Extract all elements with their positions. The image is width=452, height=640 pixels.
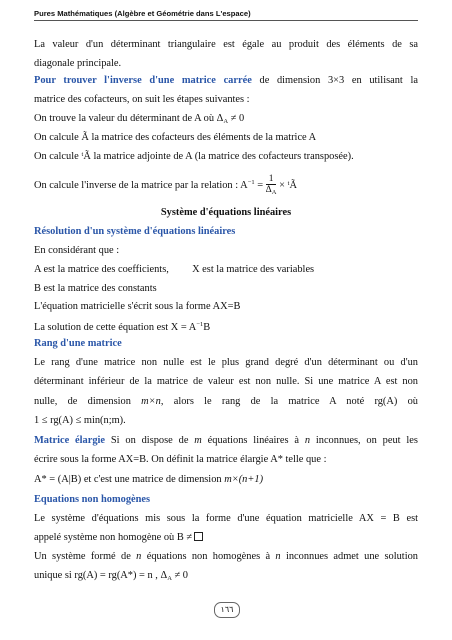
paragraph-line <box>34 263 314 276</box>
rank-text: nulle, de dimension <box>34 396 131 407</box>
step-line <box>34 131 316 144</box>
paragraph-line: L'équation matricielle s'écrit sous la forme AX=B <box>34 301 241 312</box>
var-m: m <box>194 435 202 446</box>
running-header: Pures Mathématiques (Algèbre et Géométrie dans L'espace) <box>34 9 418 21</box>
augmented-definition: A* = (A|B) <box>34 474 82 485</box>
augmented-text: Si on dispose de <box>110 435 189 446</box>
step-text: On trouve la valeur du déterminant de A où <box>34 113 215 124</box>
paragraph-line <box>34 434 418 447</box>
augmented-text: équations linéaires à <box>207 435 299 446</box>
step-text: On calcule <box>34 132 79 143</box>
subsection-heading: Matrice élargie <box>34 435 106 446</box>
solution-exponent: −1 <box>196 321 204 328</box>
rank-dimension: m×n <box>141 396 161 407</box>
var-n: n <box>136 551 142 562</box>
inverse-formula-line <box>34 172 297 198</box>
augmented-dimension: m×(n+1) <box>224 474 264 485</box>
step-line <box>34 112 244 128</box>
var-n: n <box>275 551 281 562</box>
rank-notation: rg(A) <box>374 396 398 407</box>
formula-equals: = <box>257 180 264 191</box>
subsection-heading: Equations non homogènes <box>34 494 151 505</box>
section-title: Système d'équations linéaires <box>160 207 292 218</box>
paragraph-line <box>34 569 188 585</box>
rank-text: , alors le rang de la matrice A noté <box>160 396 365 407</box>
step-text: On calcule l'inverse de la matrice par la relation : <box>34 180 239 191</box>
step-text: On calcule <box>34 151 79 162</box>
cofactor-symbol: Ã <box>81 132 89 143</box>
page-number: ١٦٦ <box>214 602 240 618</box>
paragraph-line <box>34 473 263 486</box>
system-text: équations non homogènes à <box>146 551 271 562</box>
rank-text: où <box>407 396 418 407</box>
formula-rhs: × ᵗÃ <box>279 180 298 191</box>
step-text: la matrice des cofacteurs des éléments de la matrice A <box>91 132 317 143</box>
inverse-intro-line <box>34 74 418 87</box>
paragraph-line: matrice des cofacteurs, on suit les étapes suivantes : <box>34 94 250 105</box>
math-condition: ≠ 0 <box>230 113 245 124</box>
fraction-delta: Δ <box>265 184 272 195</box>
rank-inequality: 1 ≤ rg(A) ≤ min(n;m). <box>34 415 126 426</box>
condition-tail: ≠ 0 <box>174 570 188 581</box>
variable-text: X est la matrice des variables <box>192 264 315 275</box>
delta-symbol: Δ <box>216 113 224 124</box>
subsection-heading: Résolution d'un système d'équations linéaires <box>34 226 236 237</box>
paragraph-line: B est la matrice des constants <box>34 283 157 294</box>
formula-lhs: A <box>240 180 248 191</box>
fraction-subscript: A <box>271 188 277 196</box>
nonhomogeneous-text: appelé système non homogène où B ≠ <box>34 532 193 543</box>
coefficient-text: A est la matrice des coefficients, <box>34 264 169 275</box>
paragraph-line <box>34 395 418 408</box>
condition-math: rg(A) = rg(A*) = n , Δ <box>74 570 168 581</box>
var-n: n <box>304 435 311 446</box>
system-text: Un système formé de <box>34 551 131 562</box>
paragraph-line: La valeur d'un déterminant triangulaire est égale au produit des éléments de sa <box>34 39 418 50</box>
paragraph-line: écrire sous la forme AX=B. On définit la matrice élargie A* telle que : <box>34 454 327 465</box>
augmented-text: et c'est une matrice de dimension <box>83 474 222 485</box>
fraction-numerator: 1 <box>266 174 277 185</box>
paragraph-line: déterminant inférieur de la matrice de valeur est non nulle. Si une matrice A est non <box>34 376 418 387</box>
formula-exponent: −1 <box>247 179 255 186</box>
delta-subscript: A <box>223 118 229 125</box>
paragraph-line: Le rang d'une matrice non nulle est le plus grand degré d'un déterminant ou d'un <box>34 357 418 368</box>
step-text: la matrice adjointe de A (la matrice des cofacteurs transposée). <box>93 151 354 162</box>
solution-math: X = A <box>170 322 197 333</box>
paragraph-line <box>34 531 203 544</box>
paragraph-line: diagonale principale. <box>34 58 122 69</box>
adjoint-symbol: ᵗÃ <box>81 151 91 162</box>
empty-square-symbol <box>194 532 203 541</box>
solution-math-tail: B <box>203 322 211 333</box>
paragraph-line: Le système d'équations mis sous la forme d'une équation matricielle AX = B est <box>34 513 418 524</box>
inverse-intro-rest: de dimension 3×3 en utilisant la <box>259 75 418 86</box>
augmented-text: inconnues, on peut les <box>315 435 418 446</box>
system-text: inconnues admet une solution <box>285 551 418 562</box>
inverse-heading: Pour trouver l'inverse d'une matrice carrée <box>34 75 252 86</box>
solution-text: La solution de cette équation est <box>34 322 169 333</box>
paragraph-line: En considérant que : <box>34 245 120 256</box>
subsection-heading: Rang d'une matrice <box>34 338 122 349</box>
step-line <box>34 150 354 163</box>
condition-text: unique si <box>34 570 72 581</box>
paragraph-line <box>34 318 210 334</box>
fraction-denominator <box>266 185 277 198</box>
paragraph-line <box>34 550 418 563</box>
formula-fraction <box>266 174 277 198</box>
condition-subscript: A <box>167 575 172 582</box>
